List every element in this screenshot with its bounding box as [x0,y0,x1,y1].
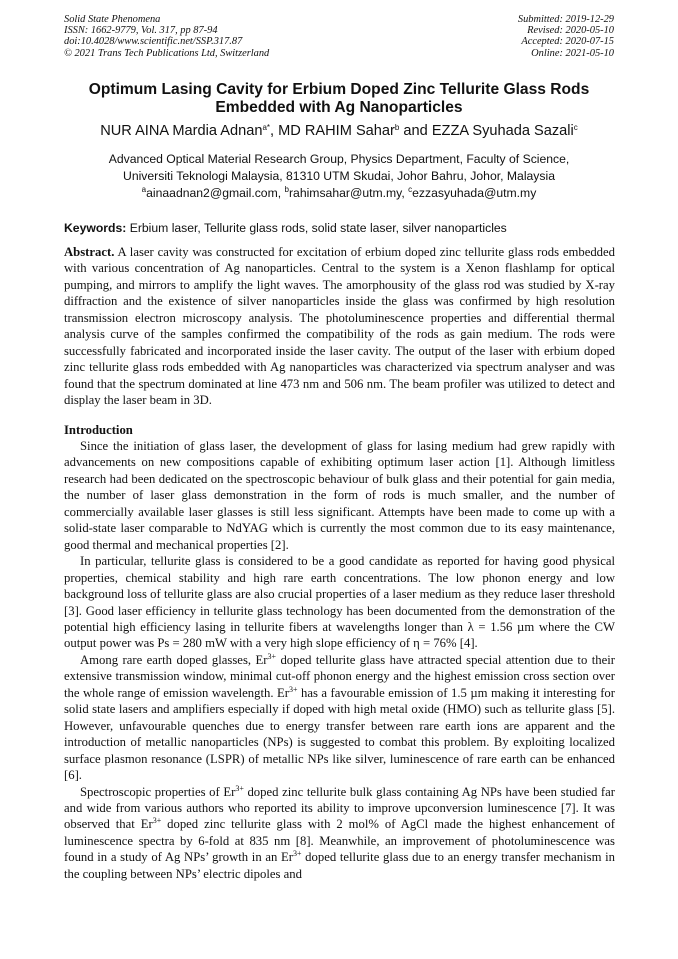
author-affiliation-mark: b [394,123,400,132]
separator: , [401,186,409,200]
keywords-label: Keywords: [64,221,127,235]
email-mark: c [408,185,413,194]
doi: doi:10.4028/www.scientific.net/SSP.317.87 [64,36,243,48]
author-affiliation-mark: c [573,123,578,132]
email-mark: a [141,185,147,194]
email[interactable]: ainaadnan2@gmail.com [146,186,278,200]
affiliation-line: Advanced Optical Material Research Group, Physics Department, Faculty of Science, [108,152,570,166]
introduction-paragraphs [64,438,615,882]
online-date: Online: 2021-05-10 [531,47,614,59]
abstract [64,244,615,409]
keywords [64,221,624,235]
superscript: 3+ [292,849,302,859]
separator: , [270,123,279,139]
revised-date: Revised: 2020-05-10 [527,25,614,37]
separator: and [399,123,432,139]
text-segment: Since the initiation of glass laser, the development of glass for lasing medium had grew rapidly with advancements on new compositions capable of exhibiting optimum laser action [1]. Although limitless research had been dedicated on the spectroscopic behaviour of bulk glass and their potential for gain media, the number of laser glass demonstration in the form of rods is much smaller, and the number of commercially available laser glasses is still less significant. Attempts have been made to come up with a solid-state laser comparable to NdYAG which is currently the most common due to its easy maintenance, good thermal and mechanical properties [2]. [64,438,615,552]
text-segment: doped tellurite glass due to an energy transfer mechanism in the coupling between NPs’ electric dipoles and [64,850,615,881]
text-segment: doped tellurite glass have attracted special attention due to their extensive transmission window, minimal cut-off phonon energy and the highest emission cross section over the whole range of emission wavelength. Er [64,652,616,700]
superscript: 3+ [267,651,276,661]
copyright: © 2021 Trans Tech Publications Ltd, Switzerland [64,47,270,59]
journal-name: Solid State Phenomena [64,14,161,25]
accepted-date: Accepted: 2020-07-15 [521,36,614,48]
authors [30,123,648,139]
paragraph [64,784,615,883]
issn-volume: ISSN: 1662-9779, Vol. 317, pp 87-94 [64,25,218,37]
separator: , [277,186,285,200]
author-name: MD RAHIM Sahar [278,123,395,139]
section-heading-introduction: Introduction [64,422,133,437]
superscript: 3+ [152,816,162,826]
keywords-text: Erbium laser, Tellurite glass rods, solid state laser, silver nanoparticles [126,221,507,235]
publication-dates [518,14,614,59]
paragraph [64,652,615,784]
author-name: NUR AINA Mardia Adnan [100,123,263,139]
superscript: 3+ [289,684,298,694]
title-line: Optimum Lasing Cavity for Erbium Doped Zinc Tellurite Glass Rods [88,81,590,98]
abstract-text: A laser cavity was constructed for excitation of erbium doped zinc tellurite glass rods embedded with various concentration of Ag nanoparticles. Central to the system is a Xenon flashlamp for optical pumping, and mirrors to amplify the light waves. The amorphousity of the glass rod was studied by X-ray diffraction and the existence of silver nanoparticles inside the glass was confirmed by high resolution transmission electron microscopy analysis. The photoluminescence properties and differential thermal analysis curve of the samples confirmed the compatibility of the rods as gain medium. The rods were successfully fabricated and incorporated inside the laser cavity. The output of the laser with erbium doped zinc tellurite glass rods embedded with Ag nanoparticles was characterized via spectrum analyser and was found that the spectrum dominated at line 473 nm and 506 nm. The beam profiler was utilized to detect and display the laser beam in 3D. [64,245,615,408]
text-segment: doped zinc tellurite bulk glass containing Ag NPs have been studied far and wide from various authors who reported its ability to improve upconversion luminescence [7]. It was observed that Er [64,784,615,832]
email[interactable]: ezzasyuhada@utm.my [412,186,537,200]
author-affiliation-mark: a* [262,123,270,132]
superscript: 3+ [235,783,244,793]
text-segment: In particular, tellurite glass is considered to be a good candidate as reported for having good physical properties, chemical stability and high rare earth concentrations. The low phonon energy and low background loss of tellurite glass are also crucial properties of a laser medium as they reduce laser threshold [3]. Good laser efficiency in tellurite glass technology has been documented from the demonstration of the potential high efficiency lasing in tellurite fibers at wavelengths longer than λ = 1.56 µm where the CW output power was Ps = 280 mW with a very high slope efficiency of η = 76% [4]. [64,554,615,651]
text-segment: doped zinc tellurite glass with 2 mol% of AgCl made the highest enhancement of luminescence spectra by 6-fold at 835 nm [8]. Meanwhile, an improvement of photoluminescence was found in a study of Ag NPs’ growth in an Er [64,817,615,865]
affiliation [40,151,638,184]
paragraph [64,438,615,553]
paper-body [64,244,615,882]
text-segment: Spectroscopic properties of Er [80,784,236,799]
abstract-label: Abstract. [64,245,115,259]
title-line: Embedded with Ag Nanoparticles [215,99,463,116]
paper-title [40,81,638,117]
submitted-date: Submitted: 2019-12-29 [517,14,614,25]
email[interactable]: rahimsahar@utm.my [288,186,402,200]
affiliation-line: Universiti Teknologi Malaysia, 81310 UTM Skudai, Johor Bahru, Johor, Malaysia [123,168,555,183]
text-segment: has a favourable emission of 1.5 µm making it interesting for solid state lasers and amplifiers especially if doped with high metal oxide (HMO) such as tellurite glass [5]. However, unfavourable quenches due to energy transfer between rare earth ions are apparent and the introduction of metallic nanoparticles (NPs) is suggested to combat this problem. By exploiting localized surface plasmon resonance (LSPR) of metallic NPs like silver, luminescence of rare earth can be enhanced [6]. [64,685,615,783]
author-emails [40,186,638,200]
author-name: EZZA Syuhada Sazali [431,123,574,139]
paragraph [64,553,615,652]
email-mark: b [284,185,289,194]
text-segment: Among rare earth doped glasses, Er [80,652,268,667]
journal-info [64,14,269,59]
